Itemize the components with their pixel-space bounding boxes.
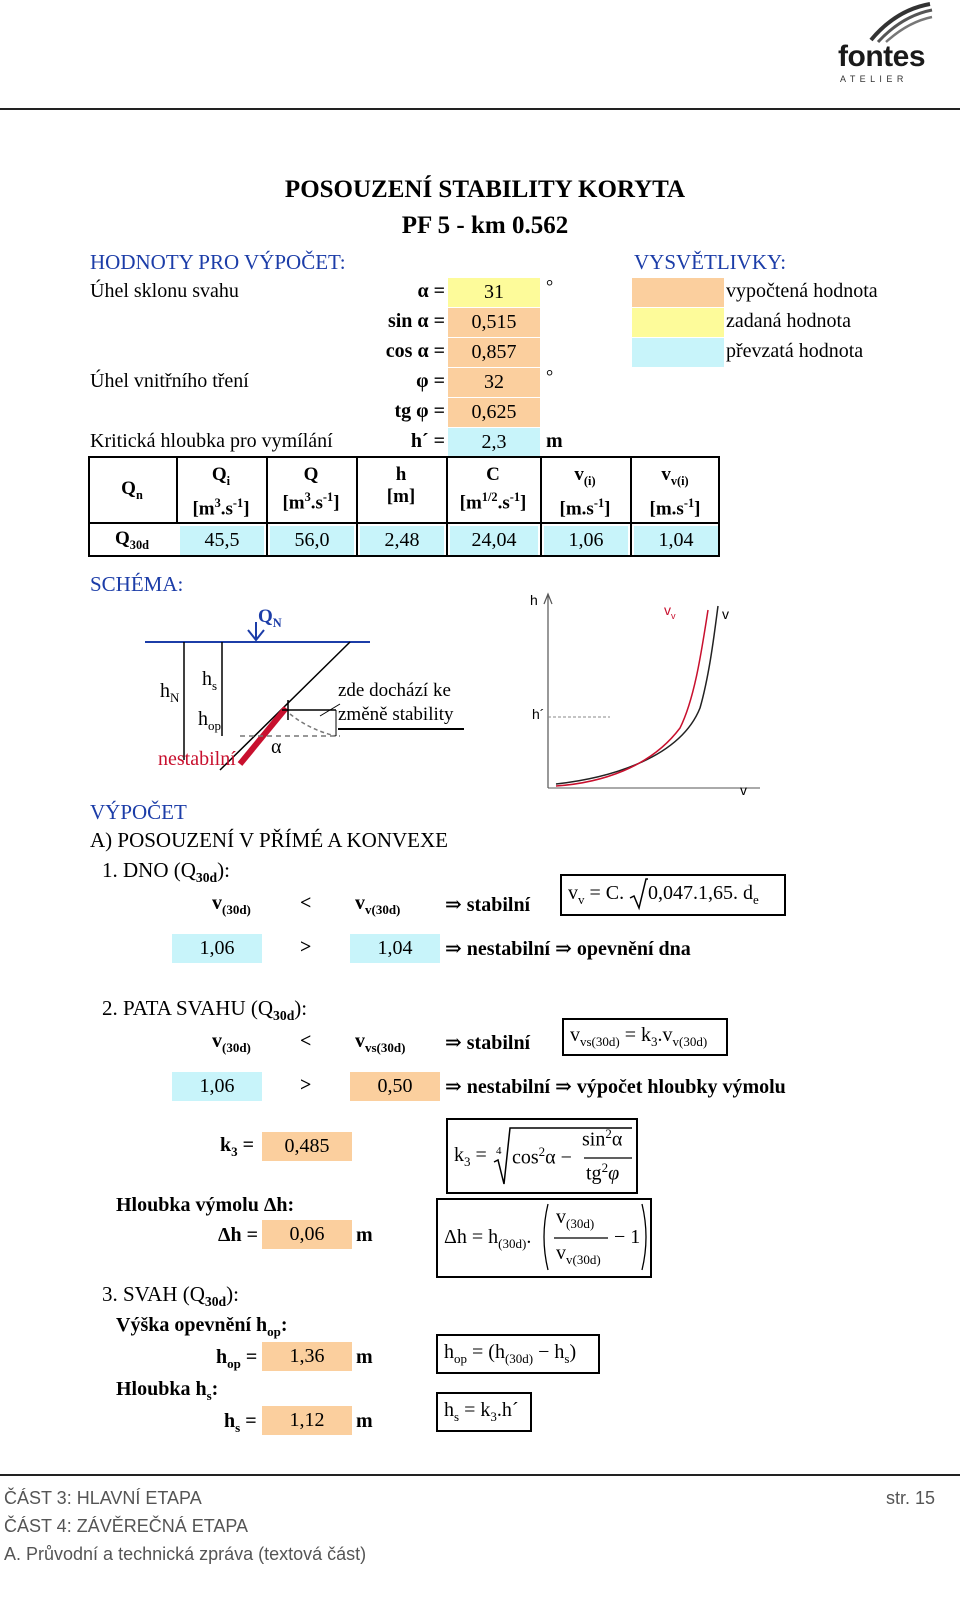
pata-result: ⇒ nestabilní ⇒ výpočet hloubky výmolu <box>445 1076 786 1098</box>
dno-stable-text: ⇒ stabilní <box>445 894 531 916</box>
hs-title: Hloubka $h_s$: <box>116 1378 219 1403</box>
schema-qn-label: $Q_N$ <box>258 606 282 630</box>
col-header-vvi: $v_{v(i)}$ $[m.s^{-1}]$ <box>649 464 701 520</box>
tg-phi-value: 0,625 <box>448 398 540 427</box>
vv-formula-box: $v_v = C$. 0,047.1,65. $d_e$ <box>560 874 786 916</box>
dno-vv30-value: 1,04 <box>350 934 440 963</box>
dh-label: Δh = <box>218 1224 259 1246</box>
legend-swatch-taken <box>632 338 724 367</box>
schema-alpha-label: α <box>271 736 282 758</box>
col-header-vi: $v_{(i)}$ $[m.s^{-1}]$ <box>559 464 611 520</box>
legend-heading: VYSVĚTLIVKY: <box>634 250 787 274</box>
header-rule <box>0 108 960 110</box>
col-header-qn: $Q_n$ <box>121 478 143 502</box>
legend-swatch-given <box>632 308 724 337</box>
dh-formula-box: $\Delta h = h_{(30d)}$. $v_{(30d)}$ $v_{v(30d)}$ − 1 <box>436 1198 652 1278</box>
dno-gt: > <box>300 936 312 958</box>
pata-stable-text: ⇒ stabilní <box>445 1032 531 1054</box>
schema-note-line1: zde dochází ke <box>338 680 451 701</box>
col-header-q: Q $[m^3.s^{-1}]$ <box>282 464 340 514</box>
pata-gt: > <box>300 1074 312 1096</box>
legend-label: vypočtená hodnota <box>726 280 878 302</box>
logo-name: fontes <box>838 40 925 73</box>
dno-v30-symbol: $v_{(30d)}$ <box>212 892 251 917</box>
hop-value: 1,36 <box>262 1342 352 1371</box>
qi-value: 45,5 <box>180 526 264 555</box>
footer-line3: A. Průvodní a technická zpráva (textová část) <box>4 1544 367 1564</box>
cos-alpha-value: 0,857 <box>448 338 540 367</box>
logo-sub: A T E L I E R <box>840 74 905 84</box>
hs-value: 1,12 <box>262 1406 352 1435</box>
schema-note-line2: změně stability <box>338 704 454 725</box>
flow-table <box>88 456 720 557</box>
pata-title: 2. PATA SVAHU $(Q_{30d})$: <box>102 996 308 1024</box>
input-symbol: sin α = <box>387 310 445 332</box>
hs-formula-box: $h_s$ = $k_3.h´$ <box>436 1392 532 1432</box>
vi-value: 1,06 <box>544 526 628 555</box>
hs-unit: m <box>356 1410 373 1432</box>
input-label: Úhel sklonu svahu <box>90 280 239 302</box>
input-label: Kritická hloubka pro vymílání <box>90 430 333 452</box>
logo-swoosh-icon <box>866 2 936 44</box>
hop-formula-box: $h_{op} = (h_{(30d)} - h_s)$ <box>436 1334 600 1374</box>
svg-text:4: 4 <box>496 1145 502 1157</box>
dno-result: ⇒ nestabilní ⇒ opevnění dna <box>445 938 691 960</box>
legend-swatch-calc <box>632 278 724 307</box>
alpha-value: 31 <box>448 278 540 307</box>
velocity-graph <box>530 588 770 798</box>
degree-unit: ° <box>546 366 554 386</box>
dno-lt: < <box>300 892 312 914</box>
pata-vvs30-value: 0,50 <box>350 1072 440 1101</box>
page-title: POSOUZENÍ STABILITY KORYTA <box>284 176 686 203</box>
footer-line1: ČÁST 3: HLAVNÍ ETAPA <box>4 1488 202 1508</box>
logo <box>838 0 948 90</box>
sqrt-icon <box>628 876 648 912</box>
dh-value: 0,06 <box>262 1220 352 1249</box>
meter-unit: m <box>546 430 563 452</box>
row-label-q30d: $Q_{30d}$ <box>115 528 149 552</box>
k3-label: $k_3$ = <box>220 1134 255 1159</box>
dh-unit: m <box>356 1224 373 1246</box>
graph-hprime-label: h´ <box>532 706 545 722</box>
footer-line2: ČÁST 4: ZÁVĚREČNÁ ETAPA <box>4 1516 249 1536</box>
svah-title: 3. SVAH $(Q_{30d})$: <box>102 1282 239 1310</box>
schema-note-underline <box>338 728 464 730</box>
input-symbol: α = <box>417 280 445 302</box>
k3-value: 0,485 <box>262 1132 352 1161</box>
col-header-h: h [m] <box>386 464 416 507</box>
pata-v30-value: 1,06 <box>172 1072 262 1101</box>
dno-title: 1. DNO $(Q_{30d})$: <box>102 858 230 886</box>
pata-lt: < <box>300 1030 312 1052</box>
hop-unit: m <box>356 1346 373 1368</box>
graph-h-label: h <box>530 592 538 608</box>
hs-label: $h_s$ = <box>224 1410 257 1435</box>
graph-v-axis-label: v <box>740 782 747 798</box>
h-value: 2,48 <box>360 526 444 555</box>
legend-label: převzatá hodnota <box>726 340 864 362</box>
input-symbol: h´ = <box>410 430 445 452</box>
schema-hs-label: $h_s$ <box>202 668 218 693</box>
inputs-heading: HODNOTY PRO VÝPOČET: <box>90 250 346 274</box>
input-label: Úhel vnitřního tření <box>90 370 249 392</box>
hop-title: Výška opevnění $h_{op}$: <box>116 1314 288 1339</box>
schema-hop-label: $h_{op}$ <box>198 708 221 733</box>
h-crit-value: 2,3 <box>448 428 540 457</box>
schema-unstable-label: nestabilní <box>158 748 236 770</box>
schema-hn-label: $h_N$ <box>160 680 180 705</box>
vvs-formula-box: $v_{vs(30d)} = k_3.v_{v(30d)}$ <box>562 1018 728 1056</box>
degree-unit: ° <box>546 276 554 296</box>
dno-v30-value: 1,06 <box>172 934 262 963</box>
vvi-value: 1,04 <box>634 526 718 555</box>
q-value: 56,0 <box>270 526 354 555</box>
schema-heading: SCHÉMA: <box>90 572 184 596</box>
graph-v-label: v <box>722 606 729 622</box>
phi-value: 32 <box>448 368 540 397</box>
col-header-c: C $[m^{1/2}.s^{-1}]$ <box>459 464 527 514</box>
input-symbol: cos α = <box>385 340 445 362</box>
col-header-qi: $Q_i$ $[m^3.s^{-1}]$ <box>192 464 250 520</box>
page-subtitle: PF 5 - km 0.562 <box>401 212 569 239</box>
pata-vvs30-symbol: $v_{vs(30d)}$ <box>355 1030 406 1055</box>
pata-v30-symbol: $v_{(30d)}$ <box>212 1030 251 1055</box>
input-symbol: φ = <box>416 370 445 392</box>
vv-formula-text: 0,047.1,65. d <box>648 882 753 904</box>
page-number: str. 15 <box>885 1488 935 1508</box>
scour-title: Hloubka výmolu Δh: <box>116 1194 295 1216</box>
graph-vv-label: $v_v$ <box>664 602 676 621</box>
c-value: 24,04 <box>450 526 538 555</box>
dno-vv30-symbol: $v_{v(30d)}$ <box>355 892 401 917</box>
calc-heading: VÝPOČET <box>90 800 187 824</box>
hop-label: $h_{op}$ = <box>216 1346 258 1371</box>
sin-alpha-value: 0,515 <box>448 308 540 337</box>
footer-rule <box>0 1474 960 1476</box>
section-a-title: A) POSOUZENÍ V PŘÍMÉ A KONVEXE <box>90 828 448 852</box>
legend-label: zadaná hodnota <box>726 310 851 332</box>
k3-formula-box: $k_3$ = 4 $\cos^2\alpha$ − $\sin^2\alpha$ $tg^2\varphi$ <box>446 1118 638 1194</box>
input-symbol: tg φ = <box>394 400 445 422</box>
